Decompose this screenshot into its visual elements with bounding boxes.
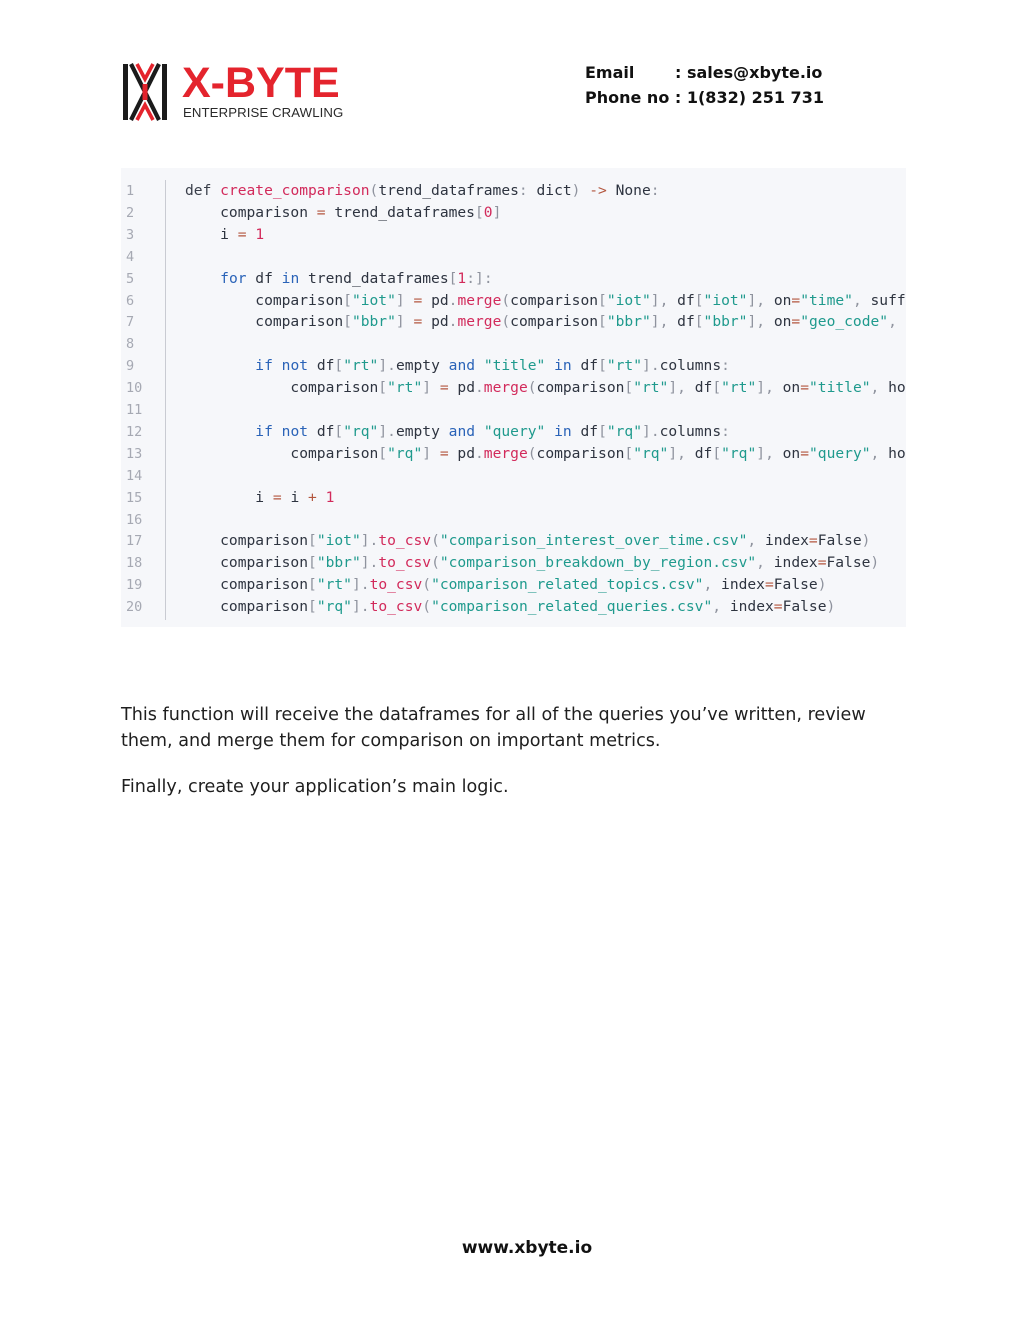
line-number: 3 <box>126 226 135 243</box>
logo-tagline: ENTERPRISE CRAWLING <box>183 105 344 120</box>
company-logo <box>122 59 354 122</box>
contact-info <box>585 60 824 110</box>
phone-row <box>585 85 824 110</box>
next-step-paragraph: Finally, create your application’s main logic. <box>121 777 509 797</box>
code-line <box>121 487 906 509</box>
code-line <box>121 290 906 312</box>
email-label: Email <box>585 63 635 82</box>
code-line <box>121 246 906 268</box>
code-text: comparison = trend_dataframes[0] <box>185 203 502 221</box>
code-text: i = i + 1 <box>185 488 335 506</box>
code-line <box>121 268 906 290</box>
code-line <box>121 465 906 487</box>
line-number: 12 <box>126 423 143 440</box>
code-line <box>121 574 906 596</box>
line-number: 16 <box>126 511 143 528</box>
line-number: 13 <box>126 445 143 462</box>
x-byte-logo-icon <box>122 62 168 122</box>
code-text: comparison["iot"].to_csv("comparison_interest_over_time.csv", index=False) <box>185 532 871 550</box>
code-text: for df in trend_dataframes[1:]: <box>220 269 493 287</box>
code-text: def create_comparison(trend_dataframes: dict) -> None: <box>185 182 660 199</box>
line-number: 9 <box>126 358 135 375</box>
code-line <box>121 530 906 552</box>
line-number: 5 <box>126 270 135 287</box>
code-line <box>121 202 906 224</box>
email-value[interactable]: : sales@xbyte.io <box>675 63 823 82</box>
line-number: 7 <box>126 314 135 331</box>
line-number: 2 <box>126 204 135 221</box>
code-line <box>121 377 906 399</box>
line-number: 14 <box>126 467 143 484</box>
line-number: 1 <box>126 183 135 199</box>
code-line <box>121 443 906 465</box>
code-line <box>121 355 906 377</box>
code-line <box>121 399 906 421</box>
code-line <box>121 421 906 443</box>
code-text: comparison["rt"] = pd.merge(comparison["rt"], df["rt"], on="title", ho <box>185 379 906 397</box>
code-text: i = 1 <box>185 225 265 243</box>
line-number: 6 <box>126 292 135 309</box>
code-text: comparison["iot"] = pd.merge(comparison["iot"], df["iot"], on="time", suff <box>185 291 906 309</box>
line-number: 17 <box>126 533 143 550</box>
code-text: comparison["rq"] = pd.merge(comparison["rq"], df["rq"], on="query", ho <box>185 444 906 462</box>
line-number: 8 <box>126 336 135 353</box>
line-number: 10 <box>126 380 143 397</box>
line-number: 4 <box>126 248 135 265</box>
description-paragraph: This function will receive the dataframes for all of the queries you’ve written, review them, and merge them for comparison on important metrics. <box>121 705 866 751</box>
code-line <box>121 509 906 531</box>
code-line <box>121 552 906 574</box>
phone-value: : 1(832) 251 731 <box>674 88 824 107</box>
line-number: 15 <box>126 489 143 506</box>
code-text: comparison["rq"].to_csv("comparison_related_queries.csv", index=False) <box>185 598 836 616</box>
logo-wordmark: X-BYTE <box>182 59 340 107</box>
code-block <box>121 168 906 627</box>
code-line <box>121 224 906 246</box>
code-text: if not df["rq"].empty and "query" in df["rq"].columns: <box>255 422 730 440</box>
phone-label: Phone no <box>585 88 670 107</box>
code-line <box>121 180 906 202</box>
code-text: comparison["rt"].to_csv("comparison_related_topics.csv", index=False) <box>185 576 827 594</box>
email-row <box>585 60 824 85</box>
line-number: 20 <box>126 599 143 616</box>
line-number: 19 <box>126 577 143 594</box>
line-number: 11 <box>126 402 143 418</box>
code-text: comparison["bbr"] = pd.merge(comparison["bbr"], df["bbr"], on="geo_code", <box>185 313 897 331</box>
code-line <box>121 333 906 355</box>
code-line <box>121 311 906 333</box>
footer-website[interactable]: www.xbyte.io <box>461 1238 593 1258</box>
code-line <box>121 596 906 618</box>
code-text: if not df["rt"].empty and "title" in df["rt"].columns: <box>255 357 730 375</box>
line-number: 18 <box>126 555 143 572</box>
code-text: comparison["bbr"].to_csv("comparison_breakdown_by_region.csv", index=False) <box>185 554 880 572</box>
